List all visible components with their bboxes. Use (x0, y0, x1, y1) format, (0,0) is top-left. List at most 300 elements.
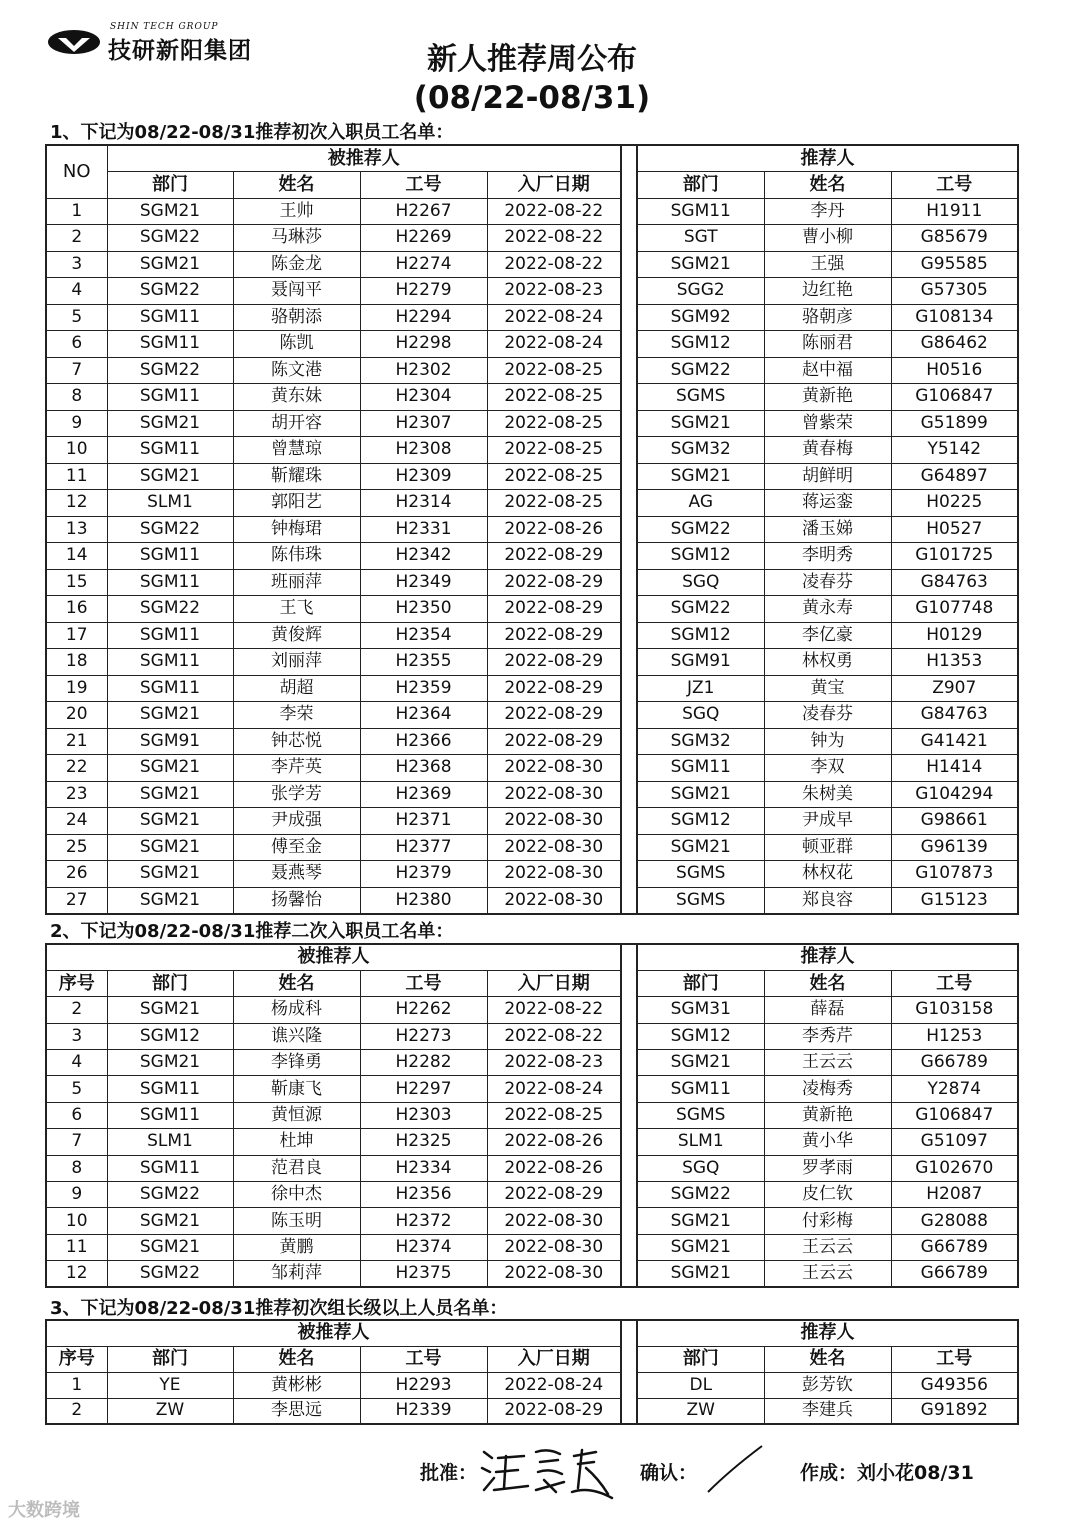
row-no-cell: 20 (46, 702, 107, 729)
emp-id-cell: H2309 (360, 463, 487, 490)
name-cell: 杨成科 (233, 997, 360, 1023)
recommender-dept-cell: SGM21 (637, 1208, 764, 1234)
recommender-dept-cell: SGM22 (637, 357, 764, 384)
recommender-id-cell: G51899 (891, 410, 1018, 437)
recommender-id-cell: H0516 (891, 357, 1018, 384)
dept-cell: SGM22 (107, 225, 233, 252)
confirm-label: 确认： (640, 1462, 698, 1484)
header-recommender-name: 姓名 (764, 1346, 891, 1372)
join-date-cell: 2022-08-29 (487, 543, 621, 570)
recommender-id-cell: H1253 (891, 1023, 1018, 1049)
join-date-cell: 2022-08-30 (487, 1234, 621, 1260)
header-recommender-emp_id: 工号 (891, 172, 1018, 199)
column-header-row (46, 970, 1018, 996)
recommender-id-cell: G95585 (891, 251, 1018, 278)
recommender-id-cell: H1414 (891, 755, 1018, 782)
row-no-cell: 10 (46, 437, 107, 464)
recommender-id-cell: G107748 (891, 596, 1018, 623)
recommender-name-cell: 付彩梅 (764, 1208, 891, 1234)
recommender-dept-cell: SGM91 (637, 649, 764, 676)
approve-label: 批准： (420, 1462, 478, 1484)
recommender-dept-cell: SGQ (637, 702, 764, 729)
name-cell: 胡超 (233, 675, 360, 702)
logo-chinese-name: 技研新阳集团 (108, 38, 252, 64)
table-row (46, 675, 1018, 702)
recommender-id-cell: H2087 (891, 1182, 1018, 1208)
row-no-cell: 11 (46, 463, 107, 490)
row-no-cell: 22 (46, 755, 107, 782)
table-row (46, 569, 1018, 596)
emp-id-cell: H2368 (360, 755, 487, 782)
emp-id-cell: H2364 (360, 702, 487, 729)
emp-id-cell: H2267 (360, 198, 487, 225)
recommender-dept-cell: SGMS (637, 861, 764, 888)
recommender-dept-cell: SGM32 (637, 437, 764, 464)
recommender-id-cell: G106847 (891, 384, 1018, 411)
emp-id-cell: H2374 (360, 1234, 487, 1260)
header-recommender-dept: 部门 (637, 970, 764, 996)
name-cell: 郭阳艺 (233, 490, 360, 517)
dept-cell: SGM21 (107, 1234, 233, 1260)
emp-id-cell: H2325 (360, 1129, 487, 1155)
recommender-id-cell: G66789 (891, 1261, 1018, 1287)
name-cell: 刘丽萍 (233, 649, 360, 676)
table-row (46, 437, 1018, 464)
dept-cell: SGM22 (107, 357, 233, 384)
join-date-cell: 2022-08-29 (487, 675, 621, 702)
recommender-name-cell: 薛磊 (764, 997, 891, 1023)
dept-cell: SGM21 (107, 781, 233, 808)
name-cell: 班丽萍 (233, 569, 360, 596)
header-name: 姓名 (233, 970, 360, 996)
name-cell: 马琳莎 (233, 225, 360, 252)
recommender-dept-cell: SGMS (637, 1102, 764, 1128)
row-no-cell: 9 (46, 410, 107, 437)
emp-id-cell: H2279 (360, 278, 487, 305)
row-no-cell: 16 (46, 596, 107, 623)
emp-id-cell: H2369 (360, 781, 487, 808)
name-cell: 李思远 (233, 1398, 360, 1424)
leader-body (46, 1320, 1018, 1424)
row-no-cell: 14 (46, 543, 107, 570)
row-no-cell: 25 (46, 834, 107, 861)
name-cell: 黄俊辉 (233, 622, 360, 649)
row-no-cell: 2 (46, 225, 107, 252)
emp-id-cell: H2294 (360, 304, 487, 331)
dept-cell: SGM21 (107, 1208, 233, 1234)
dept-cell: SGM21 (107, 887, 233, 914)
column-header-row (46, 172, 1018, 199)
dept-cell: SGM21 (107, 834, 233, 861)
name-cell: 王飞 (233, 596, 360, 623)
recommender-id-cell: H1911 (891, 198, 1018, 225)
recommender-name-cell: 王云云 (764, 1234, 891, 1260)
table-row (46, 1129, 1018, 1155)
emp-id-cell: H2350 (360, 596, 487, 623)
dept-cell: SGM11 (107, 304, 233, 331)
row-no-cell: 26 (46, 861, 107, 888)
join-date-cell: 2022-08-24 (487, 304, 621, 331)
dept-cell: SGM11 (107, 1155, 233, 1181)
recommender-dept-cell: SGM12 (637, 1023, 764, 1049)
row-no-cell: 1 (46, 198, 107, 225)
join-date-cell: 2022-08-25 (487, 410, 621, 437)
row-no-cell: 5 (46, 304, 107, 331)
table-row (46, 1372, 1018, 1398)
dept-cell: SGM91 (107, 728, 233, 755)
table-row (46, 1076, 1018, 1102)
recommender-name-cell: 陈丽君 (764, 331, 891, 358)
table-row (46, 728, 1018, 755)
header-recommender: 推荐人 (637, 1320, 1018, 1346)
table-row (46, 622, 1018, 649)
section-1-title: 1、下记为08/22-08/31推荐初次入职员工名单： (50, 122, 454, 143)
table-row (46, 331, 1018, 358)
recommender-dept-cell: SGM12 (637, 331, 764, 358)
emp-id-cell: H2355 (360, 649, 487, 676)
header-name: 姓名 (233, 1346, 360, 1372)
table-row (46, 225, 1018, 252)
recommender-name-cell: 李明秀 (764, 543, 891, 570)
table-row (46, 755, 1018, 782)
rehire-table (45, 943, 1019, 1288)
first-hire-table (45, 144, 1019, 915)
row-no-cell: 9 (46, 1182, 107, 1208)
recommender-dept-cell: SGM11 (637, 198, 764, 225)
dept-cell: SLM1 (107, 490, 233, 517)
recommender-dept-cell: SGG2 (637, 278, 764, 305)
row-no-cell: 8 (46, 1155, 107, 1181)
recommender-id-cell: Y2874 (891, 1076, 1018, 1102)
recommender-dept-cell: SGT (637, 225, 764, 252)
header-recommender-emp_id: 工号 (891, 1346, 1018, 1372)
recommender-id-cell: G41421 (891, 728, 1018, 755)
header-recommender-dept: 部门 (637, 172, 764, 199)
dept-cell: SGM21 (107, 198, 233, 225)
emp-id-cell: H2273 (360, 1023, 487, 1049)
join-date-cell: 2022-08-25 (487, 437, 621, 464)
table-row (46, 278, 1018, 305)
recommender-dept-cell: DL (637, 1372, 764, 1398)
table-row (46, 1155, 1018, 1181)
recommender-id-cell: G84763 (891, 702, 1018, 729)
dept-cell: SGM21 (107, 702, 233, 729)
table-row (46, 1261, 1018, 1287)
row-no-cell: 6 (46, 1102, 107, 1128)
header-name: 姓名 (233, 172, 360, 199)
recommender-name-cell: 林权勇 (764, 649, 891, 676)
row-no-cell: 12 (46, 1261, 107, 1287)
recommender-id-cell: G106847 (891, 1102, 1018, 1128)
header-no: NO (46, 145, 107, 198)
header-recommender-name: 姓名 (764, 172, 891, 199)
recommender-name-cell: 凌春芬 (764, 569, 891, 596)
emp-id-cell: H2354 (360, 622, 487, 649)
dept-cell: SGM21 (107, 251, 233, 278)
emp-id-cell: H2274 (360, 251, 487, 278)
recommender-id-cell: G28088 (891, 1208, 1018, 1234)
emp-id-cell: H2262 (360, 997, 487, 1023)
recommender-dept-cell: SGM12 (637, 808, 764, 835)
table-row (46, 1398, 1018, 1424)
row-no-cell: 18 (46, 649, 107, 676)
recommender-id-cell: G91892 (891, 1398, 1018, 1424)
join-date-cell: 2022-08-23 (487, 278, 621, 305)
recommender-name-cell: 潘玉娣 (764, 516, 891, 543)
prepared-by: 作成：刘小花08/31 (800, 1462, 974, 1484)
dept-cell: SGM22 (107, 596, 233, 623)
table-row (46, 997, 1018, 1023)
row-no-cell: 4 (46, 278, 107, 305)
header-dept: 部门 (107, 172, 233, 199)
row-no-cell: 8 (46, 384, 107, 411)
name-cell: 徐中杰 (233, 1182, 360, 1208)
name-cell: 邹莉萍 (233, 1261, 360, 1287)
join-date-cell: 2022-08-26 (487, 1155, 621, 1181)
header-seq: 序号 (46, 970, 107, 996)
recommender-dept-cell: AG (637, 490, 764, 517)
name-cell: 曾慧琼 (233, 437, 360, 464)
dept-cell: SGM11 (107, 1102, 233, 1128)
emp-id-cell: H2372 (360, 1208, 487, 1234)
row-no-cell: 17 (46, 622, 107, 649)
recommender-dept-cell: SGM21 (637, 463, 764, 490)
recommender-name-cell: 蒋运銮 (764, 490, 891, 517)
emp-id-cell: H2377 (360, 834, 487, 861)
name-cell: 尹成强 (233, 808, 360, 835)
header-recommender: 推荐人 (637, 944, 1018, 970)
dept-cell: SGM11 (107, 569, 233, 596)
join-date-cell: 2022-08-30 (487, 861, 621, 888)
join-date-cell: 2022-08-30 (487, 834, 621, 861)
table-row (46, 384, 1018, 411)
name-cell: 李荣 (233, 702, 360, 729)
recommender-id-cell: G108134 (891, 304, 1018, 331)
table-row (46, 304, 1018, 331)
emp-id-cell: H2334 (360, 1155, 487, 1181)
join-date-cell: 2022-08-25 (487, 357, 621, 384)
table-row (46, 357, 1018, 384)
emp-id-cell: H2356 (360, 1182, 487, 1208)
name-cell: 黄鹏 (233, 1234, 360, 1260)
join-date-cell: 2022-08-30 (487, 887, 621, 914)
emp-id-cell: H2297 (360, 1076, 487, 1102)
header-join_date: 入厂日期 (487, 172, 621, 199)
section-2-title: 2、下记为08/22-08/31推荐二次入职员工名单： (50, 921, 454, 942)
recommender-id-cell: G66789 (891, 1050, 1018, 1076)
table-row (46, 463, 1018, 490)
table-row (46, 887, 1018, 914)
recommender-name-cell: 李亿豪 (764, 622, 891, 649)
table-row (46, 543, 1018, 570)
recommender-dept-cell: SGQ (637, 1155, 764, 1181)
recommender-dept-cell: SGQ (637, 569, 764, 596)
header-recommended: 被推荐人 (46, 1320, 621, 1346)
table-row (46, 861, 1018, 888)
table-row (46, 198, 1018, 225)
row-no-cell: 5 (46, 1076, 107, 1102)
join-date-cell: 2022-08-29 (487, 596, 621, 623)
join-date-cell: 2022-08-29 (487, 1182, 621, 1208)
page-title: 新人推荐周公布 (427, 42, 637, 77)
recommender-id-cell: G85679 (891, 225, 1018, 252)
name-cell: 钟芯悦 (233, 728, 360, 755)
recommender-id-cell: G104294 (891, 781, 1018, 808)
row-no-cell: 6 (46, 331, 107, 358)
row-no-cell: 13 (46, 516, 107, 543)
recommender-name-cell: 黄宝 (764, 675, 891, 702)
emp-id-cell: H2308 (360, 437, 487, 464)
recommender-name-cell: 黄永寿 (764, 596, 891, 623)
name-cell: 张学芳 (233, 781, 360, 808)
join-date-cell: 2022-08-30 (487, 808, 621, 835)
header-recommender-dept: 部门 (637, 1346, 764, 1372)
header-dept: 部门 (107, 970, 233, 996)
recommender-name-cell: 胡鲜明 (764, 463, 891, 490)
approve-signature (478, 1442, 628, 1502)
name-cell: 谯兴隆 (233, 1023, 360, 1049)
recommender-id-cell: G49356 (891, 1372, 1018, 1398)
recommender-id-cell: G98661 (891, 808, 1018, 835)
dept-cell: YE (107, 1372, 233, 1398)
recommender-id-cell: G86462 (891, 331, 1018, 358)
join-date-cell: 2022-08-22 (487, 1023, 621, 1049)
recommender-dept-cell: SLM1 (637, 1129, 764, 1155)
emp-id-cell: H2314 (360, 490, 487, 517)
recommender-dept-cell: SGM22 (637, 596, 764, 623)
table-row (46, 410, 1018, 437)
name-cell: 胡开容 (233, 410, 360, 437)
dept-cell: SGM21 (107, 997, 233, 1023)
recommender-name-cell: 王云云 (764, 1261, 891, 1287)
name-cell: 骆朝添 (233, 304, 360, 331)
recommender-name-cell: 尹成早 (764, 808, 891, 835)
row-no-cell: 12 (46, 490, 107, 517)
join-date-cell: 2022-08-25 (487, 1102, 621, 1128)
emp-id-cell: H2269 (360, 225, 487, 252)
dept-cell: SGM11 (107, 437, 233, 464)
recommender-name-cell: 凌春芬 (764, 702, 891, 729)
join-date-cell: 2022-08-22 (487, 251, 621, 278)
dept-cell: SGM21 (107, 410, 233, 437)
name-cell: 范君良 (233, 1155, 360, 1181)
recommender-name-cell: 骆朝彦 (764, 304, 891, 331)
name-cell: 陈玉明 (233, 1208, 360, 1234)
recommender-name-cell: 林权花 (764, 861, 891, 888)
name-cell: 陈文港 (233, 357, 360, 384)
emp-id-cell: H2380 (360, 887, 487, 914)
header-recommender-emp_id: 工号 (891, 970, 1018, 996)
header-recommender-name: 姓名 (764, 970, 891, 996)
name-cell: 李芹英 (233, 755, 360, 782)
name-cell: 聂燕琴 (233, 861, 360, 888)
recommender-name-cell: 罗孝雨 (764, 1155, 891, 1181)
recommender-name-cell: 顿亚群 (764, 834, 891, 861)
join-date-cell: 2022-08-29 (487, 622, 621, 649)
recommender-dept-cell: SGM11 (637, 755, 764, 782)
table-row (46, 490, 1018, 517)
table-row (46, 781, 1018, 808)
recommender-dept-cell: SGM21 (637, 781, 764, 808)
date-range: (08/22-08/31) (413, 80, 651, 116)
recommender-id-cell: H0225 (891, 490, 1018, 517)
header-join_date: 入厂日期 (487, 970, 621, 996)
recommender-name-cell: 郑良容 (764, 887, 891, 914)
dept-cell: SGM21 (107, 755, 233, 782)
table-row (46, 702, 1018, 729)
column-gap (621, 145, 637, 914)
recommender-id-cell: Y5142 (891, 437, 1018, 464)
recommender-name-cell: 曾紫荣 (764, 410, 891, 437)
recommender-name-cell: 朱树美 (764, 781, 891, 808)
recommender-name-cell: 赵中福 (764, 357, 891, 384)
recommender-dept-cell: SGMS (637, 384, 764, 411)
dept-cell: SGM11 (107, 649, 233, 676)
join-date-cell: 2022-08-29 (487, 728, 621, 755)
recommender-dept-cell: SGM12 (637, 622, 764, 649)
emp-id-cell: H2282 (360, 1050, 487, 1076)
row-no-cell: 7 (46, 1129, 107, 1155)
row-no-cell: 15 (46, 569, 107, 596)
recommender-id-cell: G96139 (891, 834, 1018, 861)
table-row (46, 1102, 1018, 1128)
row-no-cell: 24 (46, 808, 107, 835)
recommender-id-cell: G101725 (891, 543, 1018, 570)
row-no-cell: 3 (46, 1023, 107, 1049)
table-row (46, 1208, 1018, 1234)
join-date-cell: 2022-08-25 (487, 490, 621, 517)
join-date-cell: 2022-08-30 (487, 1208, 621, 1234)
row-no-cell: 2 (46, 1398, 107, 1424)
recommender-dept-cell: SGM21 (637, 1050, 764, 1076)
join-date-cell: 2022-08-23 (487, 1050, 621, 1076)
recommender-id-cell: H1353 (891, 649, 1018, 676)
recommender-dept-cell: SGM22 (637, 1182, 764, 1208)
emp-id-cell: H2331 (360, 516, 487, 543)
join-date-cell: 2022-08-29 (487, 569, 621, 596)
row-no-cell: 21 (46, 728, 107, 755)
join-date-cell: 2022-08-29 (487, 1398, 621, 1424)
join-date-cell: 2022-08-29 (487, 702, 621, 729)
table-row (46, 1234, 1018, 1260)
recommender-dept-cell: SGM21 (637, 410, 764, 437)
recommender-id-cell: Z907 (891, 675, 1018, 702)
recommender-name-cell: 曹小柳 (764, 225, 891, 252)
group-header-row (46, 944, 1018, 970)
header-recommended: 被推荐人 (107, 145, 621, 172)
name-cell: 杜坤 (233, 1129, 360, 1155)
recommender-name-cell: 黄小华 (764, 1129, 891, 1155)
dept-cell: SLM1 (107, 1129, 233, 1155)
row-no-cell: 10 (46, 1208, 107, 1234)
dept-cell: SGM11 (107, 622, 233, 649)
dept-cell: SGM22 (107, 1261, 233, 1287)
join-date-cell: 2022-08-24 (487, 1076, 621, 1102)
group-header-row (46, 145, 1018, 172)
recommender-dept-cell: SGM21 (637, 1261, 764, 1287)
recommender-id-cell: G84763 (891, 569, 1018, 596)
name-cell: 陈伟珠 (233, 543, 360, 570)
table-row (46, 1023, 1018, 1049)
group-header-row (46, 1320, 1018, 1346)
header-emp_id: 工号 (360, 1346, 487, 1372)
header-recommender: 推荐人 (637, 145, 1018, 172)
table-row (46, 1182, 1018, 1208)
recommender-dept-cell: ZW (637, 1398, 764, 1424)
recommender-name-cell: 黄新艳 (764, 384, 891, 411)
dept-cell: SGM21 (107, 1050, 233, 1076)
name-cell: 聂闯平 (233, 278, 360, 305)
